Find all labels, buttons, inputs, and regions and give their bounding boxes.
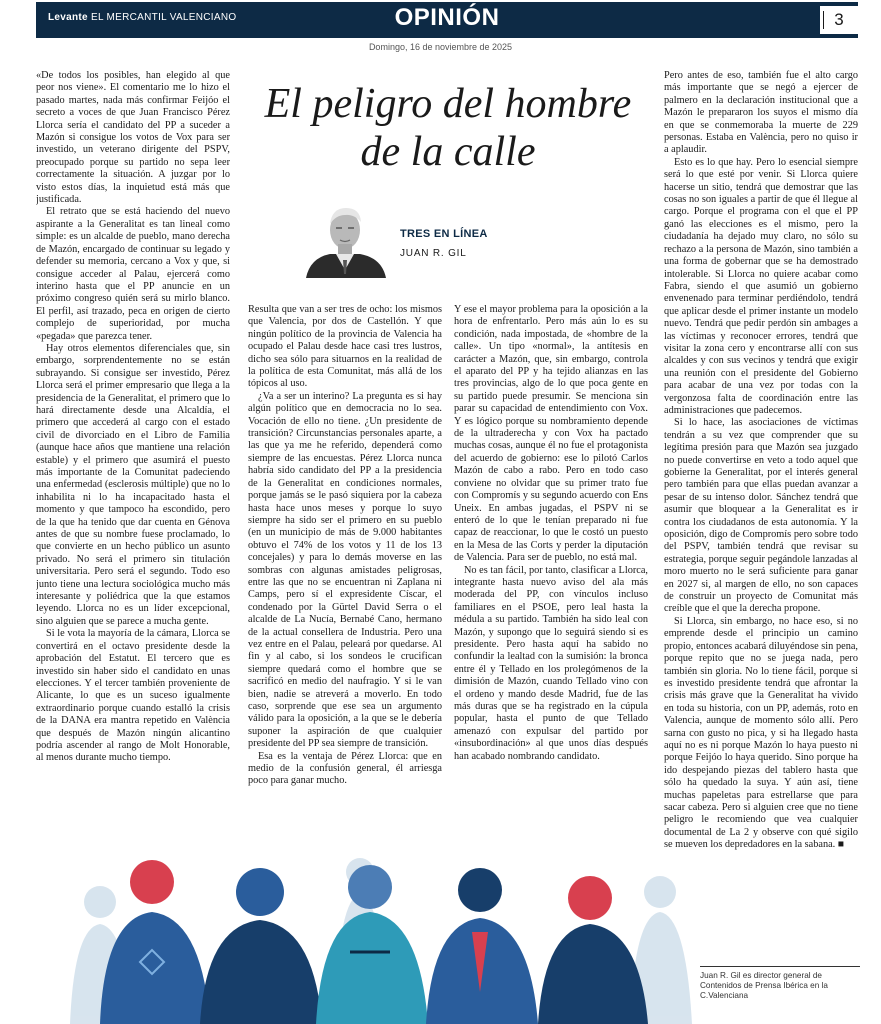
masthead-bar — [36, 2, 858, 38]
brand-name: Levante — [48, 12, 88, 23]
article-headline: El peligro del hombre de la calle — [264, 81, 632, 175]
paragraph: Esto es lo que hay. Pero lo esencial siempre será lo que esté por venir. Si Llorca quiere hacerse un sitio, tendrá que demostrar que las cosas no son iguales a partir de que él llegue al cargo. Porque el programa con el que el PP ganó las elecciones es el mismo, pero la ciudadanía ha dejado muy claro, no sólo su rechazo a la persona de Mazón, sino también a una forma de gobernar que se ha demostrado intolerable. Si Llorca no quiere acabar como Fabra, siendo el que asumió un gobierno envenenado para terminar perdiéndolo, tendrá que aplicar desde el primer instante un modelo nuevo. Tendrá que pedir perdón sin ambages a las víctimas y reconocer errores, tendrá que visitar la zona cero y encontrarse allí con sus alcaldes y con sus vecinos y tendrá que exigir una reunión con el presidente del Gobierno para acabar de una vez por todas con la vergonzosa falta de coordinación entre las administraciones que padecemos. — [664, 156, 858, 416]
author-portrait — [296, 200, 394, 278]
byline-block — [296, 200, 596, 278]
article-column-3 — [454, 304, 648, 870]
paragraph: Si Llorca, sin embargo, no hace eso, si no emprende desde el principio un camino propio, entonces acabará diluyéndose sin pena, porque repito que no se juega nada, pero también sin gloria. No lo tiene fácil, porque si es investido presidente tendrá que afrontar la crisis más grave que la Generalitat ha vivido en toda su historia, con un PP, además, roto en Valencia, aunque de momento sólo allí. Pero sarna con gusto no pica, y si ha llegado hasta aquí no es ni porque Mazón lo haya puesto ni porque Feijóo lo haya querido. Sino porque ha ido despejando piezas del tablero hasta que sólo ha quedado la suya. Y aún así, tiene muchas papeletas para estrellarse que para sacar cabeza. Pero si alguien cree que no tiene peligro le recomiendo que vea cualquier documental de La 2 y observe con qué sigilo se mueven los depredadores en la sabana. ■ — [664, 615, 858, 851]
column-label: TRES EN LÍNEA — [400, 228, 488, 240]
author-footnote: Juan R. Gil es director general de Contenidos de Prensa Ibérica en la C.Valenciana — [700, 966, 860, 1001]
paragraph: Esa es la ventaja de Pérez Llorca: que en medio de la confusión general, él arriesga poco para ganar mucho. — [248, 750, 442, 787]
section-title: OPINIÓN — [394, 4, 500, 31]
paragraph: Y ese el mayor problema para la oposición a la hora de enfrentarlo. Pero más aún lo es su condición, nada impostada, de «hombre de la calle». Un tipo «normal», la antítesis en carácter a Mazón, que, sin embargo, controla el aparato del PP y ha tejido alianzas en las tres provincias, algo de lo que poca gente en su partido puede presumir. Se menciona sin parar su capacidad de entendimiento con Vox. Y es lógico porque su nombramiento depende de la ultraderecha y con Vox ha pactado muchas cosas, aunque él no fue el protagonista del acuerdo de gobierno: ese lo pilotó Carlos Mazón de cabo a rabo. Pero en todo caso conviene no olvidar que su primer trato fue con Compromís y su segundo acuerdo con Ens Uneix. En ambas jugadas, el PSPV ni se enteró de lo que le tenían preparado ni fue capaz de reaccionar, lo que le costó un puesto en la Mesa de las Corts y perder la diputación de Valencia. Para ser de pueblo, no está mal. — [454, 304, 648, 564]
dateline: Domingo, 16 de noviembre de 2025 — [368, 42, 513, 52]
paragraph: «De todos los posibles, han elegido al que peor nos viene». El comentario me lo hizo el pasado martes, nada más confirmar Feijóo el secreto a voces de que Juan Francisco Pérez Llorca sería el candidato del PP a suceder a Mazón si consigue los votos de Vox para ser investido, un veterano dirigente del PSPV, preocupado porque su partido no sepa leer correctamente la situación. A juzgar por lo visto estos días, la inquietud está más que justificada. — [36, 70, 230, 206]
crowd-illustration — [60, 832, 700, 1024]
brand-subtitle: EL MERCANTIL VALENCIANO — [91, 12, 237, 23]
paragraph: Resulta que van a ser tres de ocho: los mismos que Valencia, por dos de Castellón. Y que ningún político de la provincia de Valencia ha ocupado el Palau desde hace casi tres lustros, dicho sea sólo para situarnos en la realidad de la política de esta Comunitat, más allá de los tópicos al uso. — [248, 304, 442, 390]
paragraph: No es tan fácil, por tanto, clasificar a Llorca, integrante hasta nuevo aviso del ala más moderada del PP, con vínculos incluso familiares en el PSOE, pero leal hasta la médula a su partido. También ha sido leal con Mazón, y supongo que lo seguirá siendo si es presidente. Pero hasta aquí ha sabido no confundir la lealtad con la sumisión: la bronca entre él y Tellado en los prolegómenos de la dimisión de Mazón, cuando Tellado vino con el ordeno y mando desde Madrid, fue de las más duras que se ha registrado en la cúpula popular, hasta el punto de que Tellado amenazó con expulsar del partido por «insubordinación» al que unos días después han acabado nombrando candidato. — [454, 564, 648, 762]
article-column-1 — [36, 70, 230, 890]
paragraph: El retrato que se está haciendo del nuevo aspirante a la Generalitat es tan lineal como simple: es un alcalde de pueblo, mano derecha de Mazón, encargado de continuar su legado y defender su memoria, cercano a Vox y que, si consigue acceder al Palau, ejercerá como interino hasta que el PP anuncie en un próximo congreso quién será su mirlo blanco. El perfil, así trazado, peca en origen de cierto complejo de superioridad, por mucha «pegada» que parezca tener. — [36, 206, 230, 342]
article-column-4 — [664, 70, 858, 948]
author-name: JUAN R. GIL — [400, 248, 467, 259]
paragraph: ¿Va a ser un interino? La pregunta es si hay algún político que en democracia no lo sea. Vocación de ello no tiene. ¿Un presidente de transición? Circunstancias personales aparte, a las que ya me he referido, dependerá como siempre de las encuestas. Pérez Llorca nunca habría sido candidato del PP a la presidencia de la Generalitat en condiciones normales, porque jamás se le pasó siquiera por la cabeza hasta hace unos meses y porque lo suyo siempre ha sido ser el primero en su pueblo (en un municipio de más de 9.000 habitantes obtuvo el 74% de los votos y 11 de los 13 concejales) y para lo demás moverse en las sombras con algunas amistades peligrosas, entre las que no se encuentran ni Zaplana ni Camps, pero sí el expresidente Císcar, el condenado por la Gürtel David Serra o el alcalde de La Nucía, Bernabé Cano, hermano de la actual consellera de Industria. Pero una vez entre en el Palau, peleará por quedarse. Al fin y al cabo, si los sondeos le crucifican siempre quedará como el hombre que se sacrificó en medio del naufragio. Y si le van bien, nadie se atreverá a moverlo. En todo caso, sorprende que ese sea un argumento válido para la oposición, a la que se le debería suponer la aspiración de que cualquier presidente del PP sea siempre de transición. — [248, 390, 442, 750]
paragraph: Si le vota la mayoría de la cámara, Llorca se convertirá en el octavo presidente desde la aprobación del Estatut. El tercero que es investido sin haber sido el candidato en unas elecciones. Y el tercer también proveniente de Alicante, lo que es un suceso igualmente extraordinario porque cuando estalló la crisis de la DANA era mantra repetido en València que después de Mazón ningún alicantino podría ascender al rango de Molt Honorable, al menos durante mucho tiempo. — [36, 628, 230, 764]
paragraph: Hay otros elementos diferenciales que, sin embargo, sorprendentemente no se están subrayando. Si consigue ser investido, Pérez Llorca será el primer empresario que llega a la presidencia de la Generalitat, el primero que lo hará directamente desde una Alcaldía, el primero que accederá al cargo con el estado civil de divorciado en el Libro de Familia (aunque hace años que mantiene una relación estable) y el primero que asumirá el puesto más importante de la Comunitat padeciendo una enfermedad (esclerosis múltiple) que no lo inhabilita ni lo ha incapacitado hasta el momento y que tampoco ha escondido, pero de la que ha tenido que dar cuenta en Génova antes de que su nombre fuese proclamado, lo que convierte en un hecho público un asunto privado. No será el primero sin titulación universitaria. Pero será el segundo. Todo eso junto tiene una lectura sociológica mucho más interesante y poliédrica que la que estamos leyendo. Llorca no es un líder excepcional, sino alguien que se parece a mucha gente. — [36, 342, 230, 627]
paragraph: Si lo hace, las asociaciones de víctimas tendrán a su vez que comprender que su legítima presión para que Mazón sea juzgado no puede convertirse en veto a todo aquel que gobierne la Generalitat, por el interés general pero también para que ellas puedan avanzar a pesar de su intenso dolor. Sánchez tendrá que asumir que bloquear a la Generalitat es ir contra los ciudadanos de esta autonomía. Y la oposición, digo de Compromís pero sobre todo del PSPV, también tendrá que revisar su estrategia, porque seguir pegándole lanzadas al moro muerto no le será suficiente para ganar en 2027 si, al margen de ello, no son capaces de construir un proyecto de Comunitat más creíble que el que la derecha propone. — [664, 417, 858, 615]
article-column-2 — [248, 304, 442, 836]
page-number: 3 — [820, 6, 858, 34]
paragraph: Pero antes de eso, también fue el alto cargo más importante que se negó a ejercer de palmero en la declaración institucional que a Mazón le prepararon los suyos el mismo día en que se conmemoraba la muerte de 229 personas. Estaba en València, pero no quiso ir a aplaudir. — [664, 70, 858, 156]
